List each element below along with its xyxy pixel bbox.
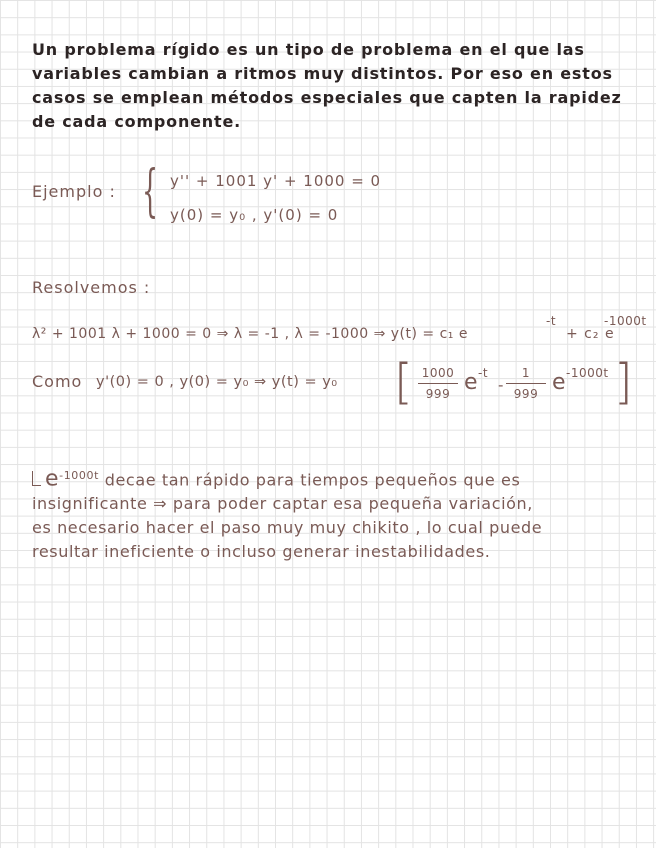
example-label: Ejemplo : bbox=[32, 182, 116, 201]
fraction-1 bbox=[416, 364, 460, 403]
note-line-3: es necesario hacer el paso muy muy chikito , lo cual puede bbox=[32, 518, 543, 538]
note-line-2: insignificante ⇒ para poder captar esa pequeña variación, bbox=[32, 494, 533, 514]
exp-2: -1000t bbox=[566, 366, 609, 380]
fraction-1-numerator: 1000 bbox=[421, 366, 455, 380]
note-line-1 bbox=[32, 464, 632, 492]
fraction-2-denominator: 999 bbox=[513, 387, 539, 401]
intro-line: Un problema rígido es un tipo de problema en el que las bbox=[32, 40, 585, 59]
exponent-2: -1000t bbox=[604, 314, 647, 328]
fraction-2-bar bbox=[506, 383, 546, 384]
intro-paragraph bbox=[32, 38, 622, 134]
exp-base-2: e bbox=[552, 370, 566, 395]
bracket-open: [ bbox=[394, 354, 413, 410]
note-paragraph bbox=[32, 464, 632, 564]
return-arrow-icon bbox=[32, 471, 41, 486]
fraction-2-numerator: 1 bbox=[521, 366, 531, 380]
exp-1: -t bbox=[478, 366, 489, 380]
note-line-4: resultar ineficiente o incluso generar inestabilidades. bbox=[32, 542, 491, 562]
example-equation-2: y(0) = y₀ , y'(0) = 0 bbox=[170, 206, 339, 224]
fraction-1-bar bbox=[418, 383, 458, 384]
intro-line: variables cambian a ritmos muy distintos. Por eso en estos bbox=[32, 64, 613, 83]
system-brace: { bbox=[142, 159, 159, 224]
initial-conditions: y'(0) = 0 , y(0) = y₀ ⇒ y(t) = y₀ bbox=[96, 374, 338, 390]
bracket-close: ] bbox=[614, 354, 633, 410]
c2-term: + c₂ e bbox=[566, 326, 615, 342]
fraction-2 bbox=[504, 364, 548, 403]
example-equation-1: y'' + 1001 y' + 1000 = 0 bbox=[170, 172, 382, 190]
intro-line: de cada componente. bbox=[32, 112, 241, 131]
exponent-1: -t bbox=[546, 314, 557, 328]
como-label: Como bbox=[32, 372, 83, 391]
note-line-1-text: decae tan rápido para tiempos pequeños que es bbox=[104, 470, 521, 490]
exp-base-1: e bbox=[464, 370, 478, 395]
characteristic-equation: λ² + 1001 λ + 1000 = 0 ⇒ λ = -1 , λ = -1000 ⇒ y(t) = c₁ e bbox=[32, 326, 468, 342]
minus-sign: - bbox=[498, 376, 505, 394]
intro-line: casos se emplean métodos especiales que capten la rapidez bbox=[32, 88, 622, 107]
solve-label: Resolvemos : bbox=[32, 278, 151, 297]
note-exp-base: e bbox=[45, 466, 60, 492]
note-exp: -1000t bbox=[59, 469, 100, 482]
fraction-1-denominator: 999 bbox=[425, 387, 451, 401]
